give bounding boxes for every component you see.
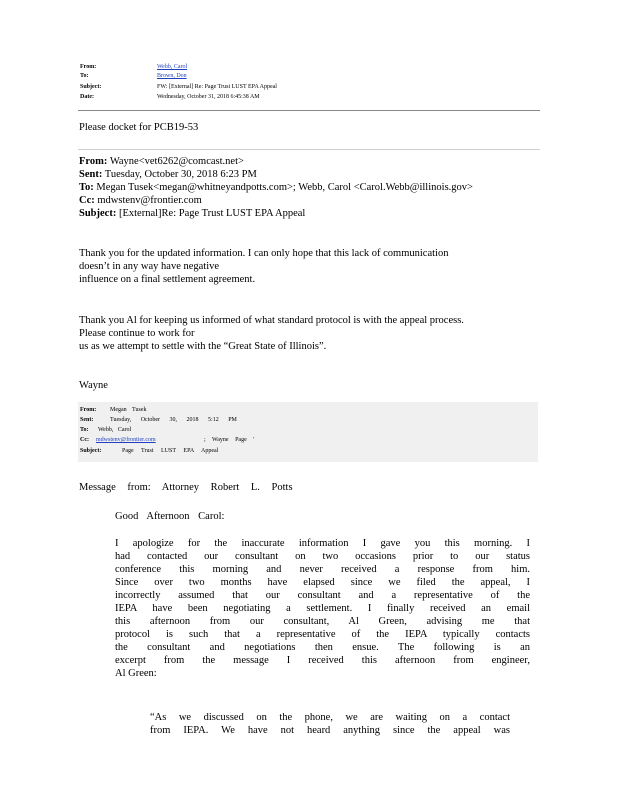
subject-value: FW: [External] Re: Page Trust LUST EPA Appeal xyxy=(157,84,277,90)
wayne-to-label: To: xyxy=(79,182,94,193)
docket-note: Please docket for PCB19-53 xyxy=(79,122,199,133)
reply-divider xyxy=(78,149,540,150)
from-label: From: xyxy=(80,64,97,70)
megan-subject-label: Subject: xyxy=(80,448,102,454)
to-value[interactable]: Brown, Don xyxy=(157,73,187,79)
wayne-para1-line: doesn’t in any way have negative xyxy=(79,261,220,272)
message-line: Since over two months have elapsed since we filed the appeal, I xyxy=(115,577,530,588)
message-line: conference this morning and never received a response from him. xyxy=(115,564,530,575)
wayne-para2-line: Thank you Al for keeping us informed of what standard protocol is with the appeal process. xyxy=(79,315,464,326)
megan-cc-rest: ; Wayne Page ' xyxy=(204,437,255,443)
message-line: excerpt from the message I received this afternoon from engineer, xyxy=(115,655,530,666)
wayne-para2-line: Please continue to work for xyxy=(79,328,195,339)
megan-from-value: Megan Tusek xyxy=(110,407,147,413)
wayne-subject-value: [External]Re: Page Trust LUST EPA Appeal xyxy=(118,208,306,219)
message-line: this afternoon from our consultant, Al Green, advising me that xyxy=(115,616,530,627)
message-intro: Message from: Attorney Robert L. Potts xyxy=(79,482,293,493)
message-line: incorrectly assumed that our consultant and a representative of the xyxy=(115,590,530,601)
wayne-para2-line: us as we attempt to settle with the “Great State of Illinois”. xyxy=(79,341,327,352)
megan-sent-label: Sent: xyxy=(80,417,94,423)
megan-to-value: Webb, Carol xyxy=(98,427,132,433)
message-line: had contacted our consultant on two occasions prior to our status xyxy=(115,551,530,562)
wayne-paragraph-1 xyxy=(79,247,539,286)
megan-to-label: To: xyxy=(80,427,89,433)
wayne-to-value: Megan Tusek<megan@whitneyandpotts.com>; Webb, Carol <Carol.Webb@illinois.gov> xyxy=(96,182,473,193)
megan-sent-value: Tuesday, October 30, 2018 5:12 PM xyxy=(110,417,237,423)
wayne-from-value: Wayne<vet6262@comcast.net> xyxy=(109,156,244,167)
message-greeting: Good Afternoon Carol: xyxy=(115,511,225,522)
quote-line: from IEPA. We have not heard anything since the appeal was xyxy=(150,725,510,736)
message-line: the consultant and negotiations then ensue. The following is an xyxy=(115,642,530,653)
date-label: Date: xyxy=(80,94,94,100)
megan-from-label: From: xyxy=(80,407,97,413)
quoted-message xyxy=(150,711,510,737)
megan-cc-label: Cc: xyxy=(80,437,89,443)
wayne-para1-line: influence on a final settlement agreement. xyxy=(79,274,256,285)
message-line: Al Green: xyxy=(115,668,157,679)
megan-cc-link[interactable]: mdwstenv@frontier.com xyxy=(96,437,156,443)
wayne-from-label: From: xyxy=(79,156,108,167)
megan-subject-value: Page Trust LUST EPA Appeal xyxy=(122,448,219,454)
header-divider xyxy=(78,110,540,111)
from-value[interactable]: Webb, Carol xyxy=(157,64,188,70)
message-line: I apologize for the inaccurate information I gave you this morning. I xyxy=(115,538,530,549)
wayne-sent-label: Sent: xyxy=(79,169,103,180)
wayne-email-header xyxy=(79,155,549,220)
wayne-cc-label: Cc: xyxy=(79,195,95,206)
wayne-signature: Wayne xyxy=(79,380,108,391)
message-line: protocol is such that a representative of the IEPA typically contacts xyxy=(115,629,530,640)
wayne-cc-value: mdwstenv@frontier.com xyxy=(97,195,202,206)
date-value: Wednesday, October 31, 2018 6:45:38 AM xyxy=(157,94,260,100)
wayne-subject-label: Subject: xyxy=(79,208,117,219)
wayne-para1-line: Thank you for the updated information. I can only hope that this lack of communication xyxy=(79,248,449,259)
message-body xyxy=(115,537,530,680)
to-label: To: xyxy=(80,73,89,79)
subject-label: Subject: xyxy=(80,84,102,90)
wayne-paragraph-2 xyxy=(79,314,539,353)
quote-line: “As we discussed on the phone, we are waiting on a contact xyxy=(150,712,510,723)
message-line: IEPA have been negotiating a settlement. I finally received an email xyxy=(115,603,530,614)
wayne-sent-value: Tuesday, October 30, 2018 6:23 PM xyxy=(104,169,257,180)
